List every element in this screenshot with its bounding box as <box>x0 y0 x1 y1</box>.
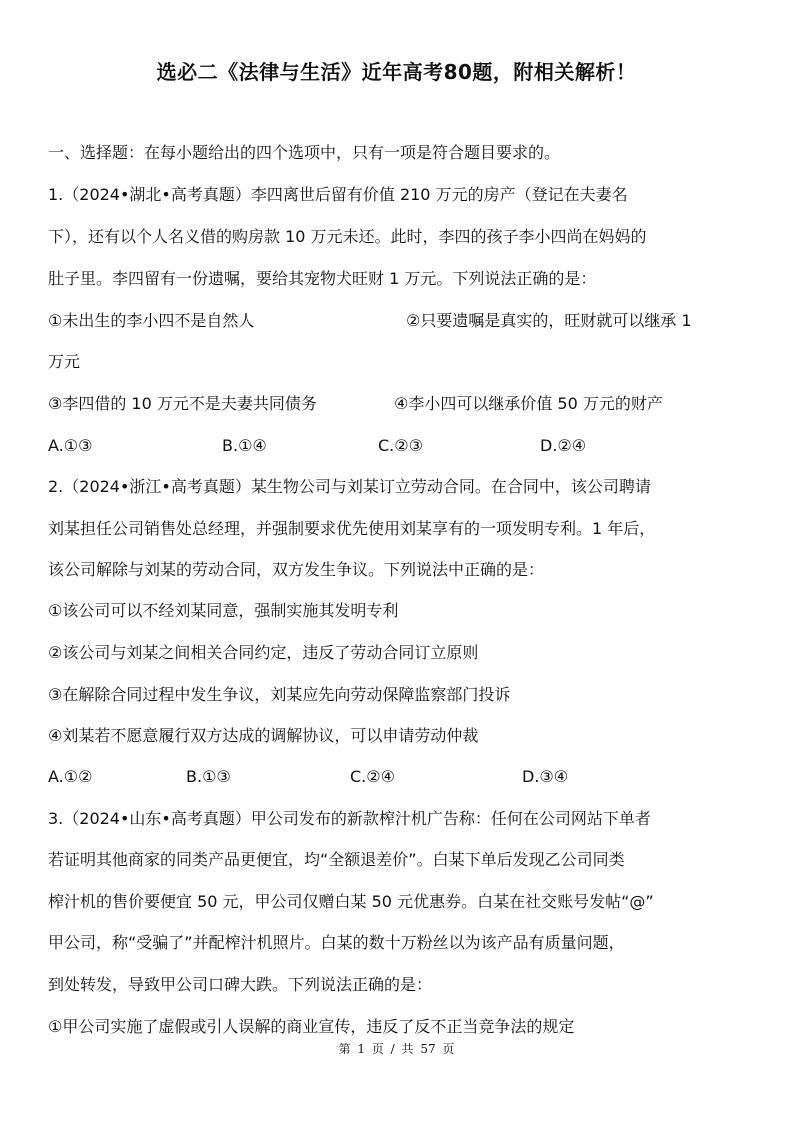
question-2-statement: ③在解除合同过程中发生争议，刘某应先向劳动保障监察部门投诉 <box>48 685 511 704</box>
question-2-choice-d: D.③④ <box>522 767 569 786</box>
question-3-stem-line: 到处转发，导致甲公司口碑大跌。下列说法正确的是： <box>48 975 433 994</box>
question-2-statement: ①该公司可以不经刘某同意，强制实施其发明专利 <box>48 601 399 620</box>
question-1-choice-b: B.①④ <box>222 436 267 455</box>
question-1-statement: ④李小四可以继承价值 50 万元的财产 <box>394 394 663 413</box>
question-3-stem-line: 3.（2024•山东•高考真题）甲公司发布的新款榨汁机广告称：任何在公司网站下单者 <box>48 809 651 828</box>
question-3-stem-line: 若证明其他商家的同类产品更便宜，均“全额退差价”。白某下单后发现乙公司同类 <box>48 850 625 869</box>
question-1-choice-d: D.②④ <box>540 436 587 455</box>
question-2-choice-c: C.②④ <box>350 767 395 786</box>
page-title: 选必二《法律与生活》近年高考80题，附相关解析！ <box>156 60 637 84</box>
question-3-statement: ①甲公司实施了虚假或引人误解的商业宣传，违反了反不正当竞争法的规定 <box>48 1017 575 1036</box>
question-1-choice-a: A.①③ <box>48 436 93 455</box>
question-2-choice-b: B.①③ <box>186 767 231 786</box>
question-2-stem-line: 2.（2024•浙江•高考真题）某生物公司与刘某订立劳动合同。在合同中，该公司聘请 <box>48 477 651 496</box>
question-1-statement: ②只要遗嘱是真实的，旺财就可以继承 1 <box>406 311 692 330</box>
section-heading: 一、选择题：在每小题给出的四个选项中，只有一项是符合题目要求的。 <box>48 143 561 162</box>
question-1-choice-c: C.②③ <box>378 436 423 455</box>
page-footer: 第 1 页 / 共 57 页 <box>338 1042 455 1056</box>
question-3-stem-line: 榨汁机的售价要便宜 50 元，甲公司仅赠白某 50 元优惠券。白某在社交账号发帖“@” <box>48 892 654 911</box>
question-1-statement-continued: 万元 <box>48 352 81 371</box>
question-2-stem-line: 刘某担任公司销售处总经理，并强制要求优先使用刘某享有的一项发明专利。1 年后， <box>48 519 656 538</box>
question-1-stem-line: 肚子里。李四留有一份遗嘱，要给其宠物犬旺财 1 万元。下列说法正确的是： <box>48 269 597 288</box>
question-2-statement: ④刘某若不愿意履行双方达成的调解协议，可以申请劳动仲裁 <box>48 726 479 745</box>
question-2-choice-a: A.①② <box>48 767 93 786</box>
question-1-stem-line: 下），还有以个人名义借的购房款 10 万元未还。此时，李四的孩子李小四尚在妈妈的 <box>48 227 647 246</box>
question-2-statement: ②该公司与刘某之间相关合同约定，违反了劳动合同订立原则 <box>48 643 479 662</box>
question-1-stem-line: 1.（2024•湖北•高考真题）李四离世后留有价值 210 万元的房产（登记在夫妻名 <box>48 185 628 204</box>
question-1-statement: ③李四借的 10 万元不是夫妻共同债务 <box>48 394 317 413</box>
question-2-stem-line: 该公司解除与刘某的劳动合同，双方发生争议。下列说法中正确的是： <box>48 560 545 579</box>
question-1-statement: ①未出生的李小四不是自然人 <box>48 311 255 330</box>
question-3-stem-line: 甲公司，称“受骗了”并配榨汁机照片。白某的数十万粉丝以为该产品有质量问题， <box>48 933 625 952</box>
